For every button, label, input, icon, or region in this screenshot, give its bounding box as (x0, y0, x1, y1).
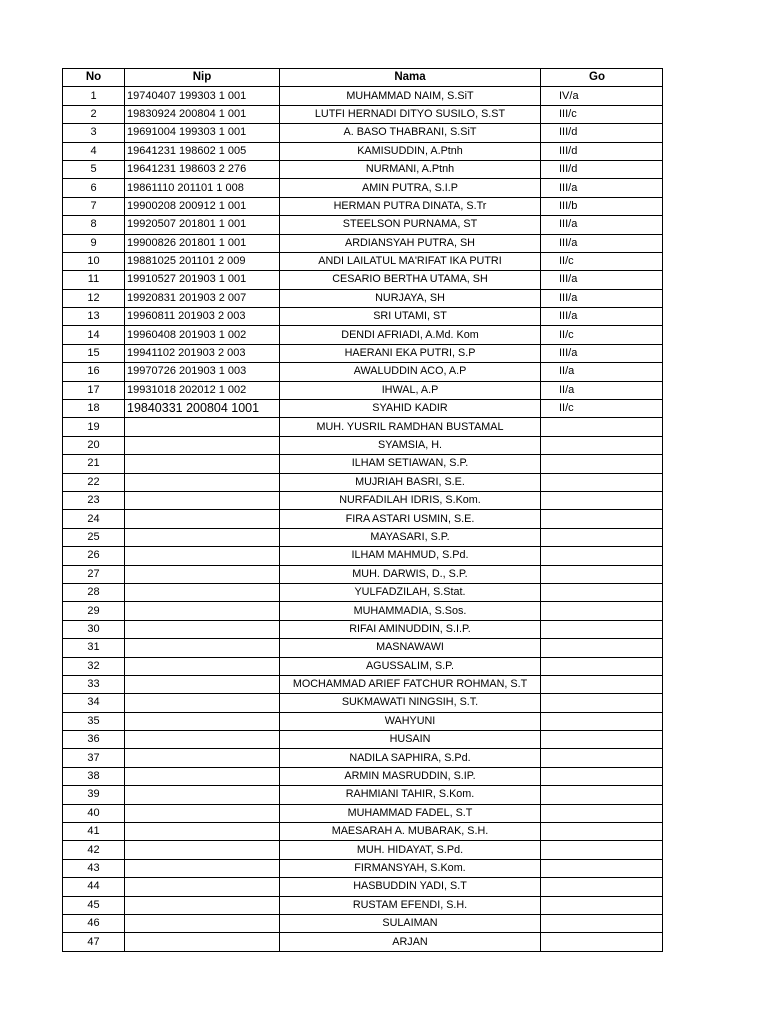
table-row (63, 804, 663, 822)
cell-no: 24 (63, 510, 125, 528)
employee-table (62, 68, 663, 952)
table-row (63, 400, 663, 418)
cell-nip (125, 528, 280, 546)
table-row (63, 179, 663, 197)
table-row (63, 583, 663, 601)
header-no: No (63, 69, 125, 87)
cell-nama: HERMAN PUTRA DINATA, S.Tr (280, 197, 541, 215)
table-row (63, 105, 663, 123)
cell-golongan (541, 823, 663, 841)
cell-nama: RAHMIANI TAHIR, S.Kom. (280, 786, 541, 804)
cell-no: 41 (63, 823, 125, 841)
cell-golongan (541, 657, 663, 675)
cell-golongan (541, 565, 663, 583)
table-row (63, 308, 663, 326)
cell-no: 28 (63, 583, 125, 601)
table-row (63, 271, 663, 289)
table-row (63, 565, 663, 583)
cell-nama: YULFADZILAH, S.Stat. (280, 583, 541, 601)
cell-no: 14 (63, 326, 125, 344)
cell-nip (125, 473, 280, 491)
cell-nama: SRI UTAMI, ST (280, 308, 541, 326)
cell-golongan (541, 583, 663, 601)
cell-nip: 19970726 201903 1 003 (125, 363, 280, 381)
table-row (63, 639, 663, 657)
cell-nama: MUJRIAH BASRI, S.E. (280, 473, 541, 491)
cell-no: 3 (63, 124, 125, 142)
cell-no: 25 (63, 528, 125, 546)
cell-no: 32 (63, 657, 125, 675)
cell-nama: CESARIO BERTHA UTAMA, SH (280, 271, 541, 289)
table-row (63, 896, 663, 914)
cell-no: 1 (63, 87, 125, 105)
cell-golongan: II/a (541, 381, 663, 399)
cell-nip: 19960408 201903 1 002 (125, 326, 280, 344)
cell-no: 16 (63, 363, 125, 381)
cell-nip: 19641231 198603 2 276 (125, 160, 280, 178)
cell-golongan: III/c (541, 105, 663, 123)
cell-no: 46 (63, 914, 125, 932)
cell-no: 26 (63, 547, 125, 565)
cell-golongan (541, 455, 663, 473)
cell-nip (125, 565, 280, 583)
cell-no: 37 (63, 749, 125, 767)
cell-nama: MUHAMMAD NAIM, S.SiT (280, 87, 541, 105)
cell-golongan (541, 731, 663, 749)
table-row (63, 914, 663, 932)
cell-nama: NURMANI, A.Ptnh (280, 160, 541, 178)
cell-nip (125, 436, 280, 454)
cell-nip: 19920831 201903 2 007 (125, 289, 280, 307)
table-row (63, 436, 663, 454)
table-row (63, 878, 663, 896)
table-header-row (63, 69, 663, 87)
cell-nama: IHWAL, A.P (280, 381, 541, 399)
cell-no: 38 (63, 767, 125, 785)
cell-no: 12 (63, 289, 125, 307)
table-row (63, 786, 663, 804)
cell-golongan (541, 767, 663, 785)
cell-nip: 19900208 200912 1 001 (125, 197, 280, 215)
cell-nip (125, 455, 280, 473)
cell-nip (125, 547, 280, 565)
table-row (63, 657, 663, 675)
cell-nama: MAYASARI, S.P. (280, 528, 541, 546)
cell-nip: 19641231 198602 1 005 (125, 142, 280, 160)
cell-golongan: II/c (541, 400, 663, 418)
cell-nama: WAHYUNI (280, 712, 541, 730)
cell-golongan (541, 675, 663, 693)
table-row (63, 547, 663, 565)
table-row (63, 767, 663, 785)
table-row (63, 675, 663, 693)
cell-golongan (541, 510, 663, 528)
cell-golongan: III/d (541, 160, 663, 178)
cell-golongan (541, 602, 663, 620)
cell-golongan: III/a (541, 344, 663, 362)
cell-nama: MUH. HIDAYAT, S.Pd. (280, 841, 541, 859)
table-row (63, 473, 663, 491)
cell-nip (125, 767, 280, 785)
cell-no: 19 (63, 418, 125, 436)
cell-golongan: IV/a (541, 87, 663, 105)
cell-nama: MUHAMMADIA, S.Sos. (280, 602, 541, 620)
cell-no: 8 (63, 216, 125, 234)
table-row (63, 841, 663, 859)
cell-nip (125, 491, 280, 509)
cell-nip: 19691004 199303 1 001 (125, 124, 280, 142)
cell-nip (125, 878, 280, 896)
cell-nama: RUSTAM EFENDI, S.H. (280, 896, 541, 914)
cell-golongan (541, 473, 663, 491)
cell-nip: 19830924 200804 1 001 (125, 105, 280, 123)
table-row (63, 87, 663, 105)
cell-golongan (541, 712, 663, 730)
cell-nama: FIRA ASTARI USMIN, S.E. (280, 510, 541, 528)
cell-nama: ARMIN MASRUDDIN, S.IP. (280, 767, 541, 785)
cell-no: 7 (63, 197, 125, 215)
cell-nip (125, 823, 280, 841)
cell-nama: STEELSON PURNAMA, ST (280, 216, 541, 234)
cell-nip (125, 639, 280, 657)
table-row (63, 234, 663, 252)
cell-no: 33 (63, 675, 125, 693)
header-golongan: Go (541, 69, 663, 87)
cell-nama: MUH. DARWIS, D., S.P. (280, 565, 541, 583)
cell-nip (125, 731, 280, 749)
table-row (63, 124, 663, 142)
cell-no: 39 (63, 786, 125, 804)
cell-nama: NURJAYA, SH (280, 289, 541, 307)
cell-nip: 19920507 201801 1 001 (125, 216, 280, 234)
cell-golongan (541, 491, 663, 509)
cell-nip (125, 657, 280, 675)
cell-golongan (541, 804, 663, 822)
table-row (63, 216, 663, 234)
cell-nama: AGUSSALIM, S.P. (280, 657, 541, 675)
cell-nama: MUH. YUSRIL RAMDHAN BUSTAMAL (280, 418, 541, 436)
cell-no: 18 (63, 400, 125, 418)
cell-nip (125, 620, 280, 638)
table-row (63, 252, 663, 270)
table-row (63, 326, 663, 344)
cell-nip (125, 804, 280, 822)
table-row (63, 197, 663, 215)
cell-nama: HASBUDDIN YADI, S.T (280, 878, 541, 896)
cell-no: 10 (63, 252, 125, 270)
cell-no: 35 (63, 712, 125, 730)
table-row (63, 694, 663, 712)
cell-no: 36 (63, 731, 125, 749)
cell-no: 45 (63, 896, 125, 914)
table-row (63, 491, 663, 509)
cell-no: 23 (63, 491, 125, 509)
cell-no: 31 (63, 639, 125, 657)
cell-golongan: II/c (541, 326, 663, 344)
cell-nama: HUSAIN (280, 731, 541, 749)
cell-nip (125, 510, 280, 528)
cell-nama: KAMISUDDIN, A.Ptnh (280, 142, 541, 160)
table-row (63, 142, 663, 160)
cell-nip (125, 841, 280, 859)
cell-nip (125, 675, 280, 693)
cell-nip (125, 749, 280, 767)
cell-nama: MASNAWAWI (280, 639, 541, 657)
cell-nama: ARDIANSYAH PUTRA, SH (280, 234, 541, 252)
cell-nama: ILHAM MAHMUD, S.Pd. (280, 547, 541, 565)
cell-nip: 19960811 201903 2 003 (125, 308, 280, 326)
table-body (63, 87, 663, 951)
cell-nip: 19910527 201903 1 001 (125, 271, 280, 289)
cell-golongan (541, 418, 663, 436)
cell-golongan (541, 896, 663, 914)
cell-nip: 19740407 199303 1 001 (125, 87, 280, 105)
cell-golongan: III/a (541, 271, 663, 289)
cell-nama: ANDI LAILATUL MA'RIFAT IKA PUTRI (280, 252, 541, 270)
table-row (63, 528, 663, 546)
cell-no: 22 (63, 473, 125, 491)
cell-golongan (541, 528, 663, 546)
cell-nip (125, 933, 280, 951)
cell-no: 11 (63, 271, 125, 289)
cell-nip (125, 694, 280, 712)
cell-nip: 19881025 201101 2 009 (125, 252, 280, 270)
cell-no: 20 (63, 436, 125, 454)
cell-nama: MUHAMMAD FADEL, S.T (280, 804, 541, 822)
cell-nip (125, 786, 280, 804)
cell-nama: SUKMAWATI NINGSIH, S.T. (280, 694, 541, 712)
cell-nama: FIRMANSYAH, S.Kom. (280, 859, 541, 877)
cell-nama: AMIN PUTRA, S.I.P (280, 179, 541, 197)
table-row (63, 749, 663, 767)
cell-nama: ILHAM SETIAWAN, S.P. (280, 455, 541, 473)
table-row (63, 823, 663, 841)
cell-no: 2 (63, 105, 125, 123)
cell-no: 30 (63, 620, 125, 638)
cell-no: 47 (63, 933, 125, 951)
cell-no: 34 (63, 694, 125, 712)
cell-nama: ARJAN (280, 933, 541, 951)
cell-no: 17 (63, 381, 125, 399)
cell-golongan: III/a (541, 234, 663, 252)
cell-nip (125, 583, 280, 601)
cell-no: 40 (63, 804, 125, 822)
cell-golongan (541, 436, 663, 454)
cell-nama: SYAHID KADIR (280, 400, 541, 418)
cell-golongan: III/d (541, 124, 663, 142)
cell-nama: HAERANI EKA PUTRI, S.P (280, 344, 541, 362)
table-row (63, 602, 663, 620)
table-row (63, 381, 663, 399)
cell-golongan (541, 841, 663, 859)
cell-golongan (541, 547, 663, 565)
cell-no: 5 (63, 160, 125, 178)
cell-no: 13 (63, 308, 125, 326)
cell-nama: LUTFI HERNADI DITYO SUSILO, S.ST (280, 105, 541, 123)
table-row (63, 731, 663, 749)
table-row (63, 859, 663, 877)
cell-golongan (541, 914, 663, 932)
cell-golongan: III/d (541, 142, 663, 160)
cell-nama: DENDI AFRIADI, A.Md. Kom (280, 326, 541, 344)
cell-golongan (541, 859, 663, 877)
table-row (63, 510, 663, 528)
cell-nip (125, 896, 280, 914)
cell-no: 6 (63, 179, 125, 197)
cell-golongan (541, 694, 663, 712)
table-row (63, 289, 663, 307)
header-nama: Nama (280, 69, 541, 87)
cell-golongan (541, 786, 663, 804)
cell-nama: MOCHAMMAD ARIEF FATCHUR ROHMAN, S.T (280, 675, 541, 693)
cell-nip: 19861110 201101 1 008 (125, 179, 280, 197)
table-row (63, 160, 663, 178)
cell-nama: AWALUDDIN ACO, A.P (280, 363, 541, 381)
cell-nip (125, 418, 280, 436)
table-row (63, 344, 663, 362)
cell-nip (125, 914, 280, 932)
table-row (63, 933, 663, 951)
cell-no: 29 (63, 602, 125, 620)
cell-nama: NURFADILAH IDRIS, S.Kom. (280, 491, 541, 509)
cell-nama: SULAIMAN (280, 914, 541, 932)
cell-nama: A. BASO THABRANI, S.SiT (280, 124, 541, 142)
cell-no: 44 (63, 878, 125, 896)
cell-golongan: III/a (541, 216, 663, 234)
cell-nama: RIFAI AMINUDDIN, S.I.P. (280, 620, 541, 638)
cell-golongan (541, 933, 663, 951)
cell-nama: NADILA SAPHIRA, S.Pd. (280, 749, 541, 767)
cell-golongan: III/a (541, 308, 663, 326)
cell-golongan: III/b (541, 197, 663, 215)
cell-nip: 19931018 202012 1 002 (125, 381, 280, 399)
cell-no: 4 (63, 142, 125, 160)
cell-nip (125, 712, 280, 730)
header-nip: Nip (125, 69, 280, 87)
cell-nip: 19941102 201903 2 003 (125, 344, 280, 362)
cell-golongan (541, 639, 663, 657)
cell-golongan (541, 620, 663, 638)
cell-no: 15 (63, 344, 125, 362)
table-row (63, 712, 663, 730)
cell-golongan: II/a (541, 363, 663, 381)
table-row (63, 418, 663, 436)
cell-golongan: III/a (541, 289, 663, 307)
cell-nip: 19900826 201801 1 001 (125, 234, 280, 252)
table-row (63, 455, 663, 473)
cell-golongan (541, 749, 663, 767)
cell-golongan: II/c (541, 252, 663, 270)
employee-table-viewport (62, 68, 605, 952)
cell-no: 9 (63, 234, 125, 252)
cell-no: 21 (63, 455, 125, 473)
cell-golongan (541, 878, 663, 896)
cell-no: 43 (63, 859, 125, 877)
table-row (63, 363, 663, 381)
cell-golongan: III/a (541, 179, 663, 197)
table-row (63, 620, 663, 638)
cell-nip (125, 602, 280, 620)
cell-nama: MAESARAH A. MUBARAK, S.H. (280, 823, 541, 841)
cell-nip: 19840331 200804 1001 (125, 400, 280, 418)
cell-nama: SYAMSIA, H. (280, 436, 541, 454)
cell-no: 42 (63, 841, 125, 859)
cell-no: 27 (63, 565, 125, 583)
cell-nip (125, 859, 280, 877)
